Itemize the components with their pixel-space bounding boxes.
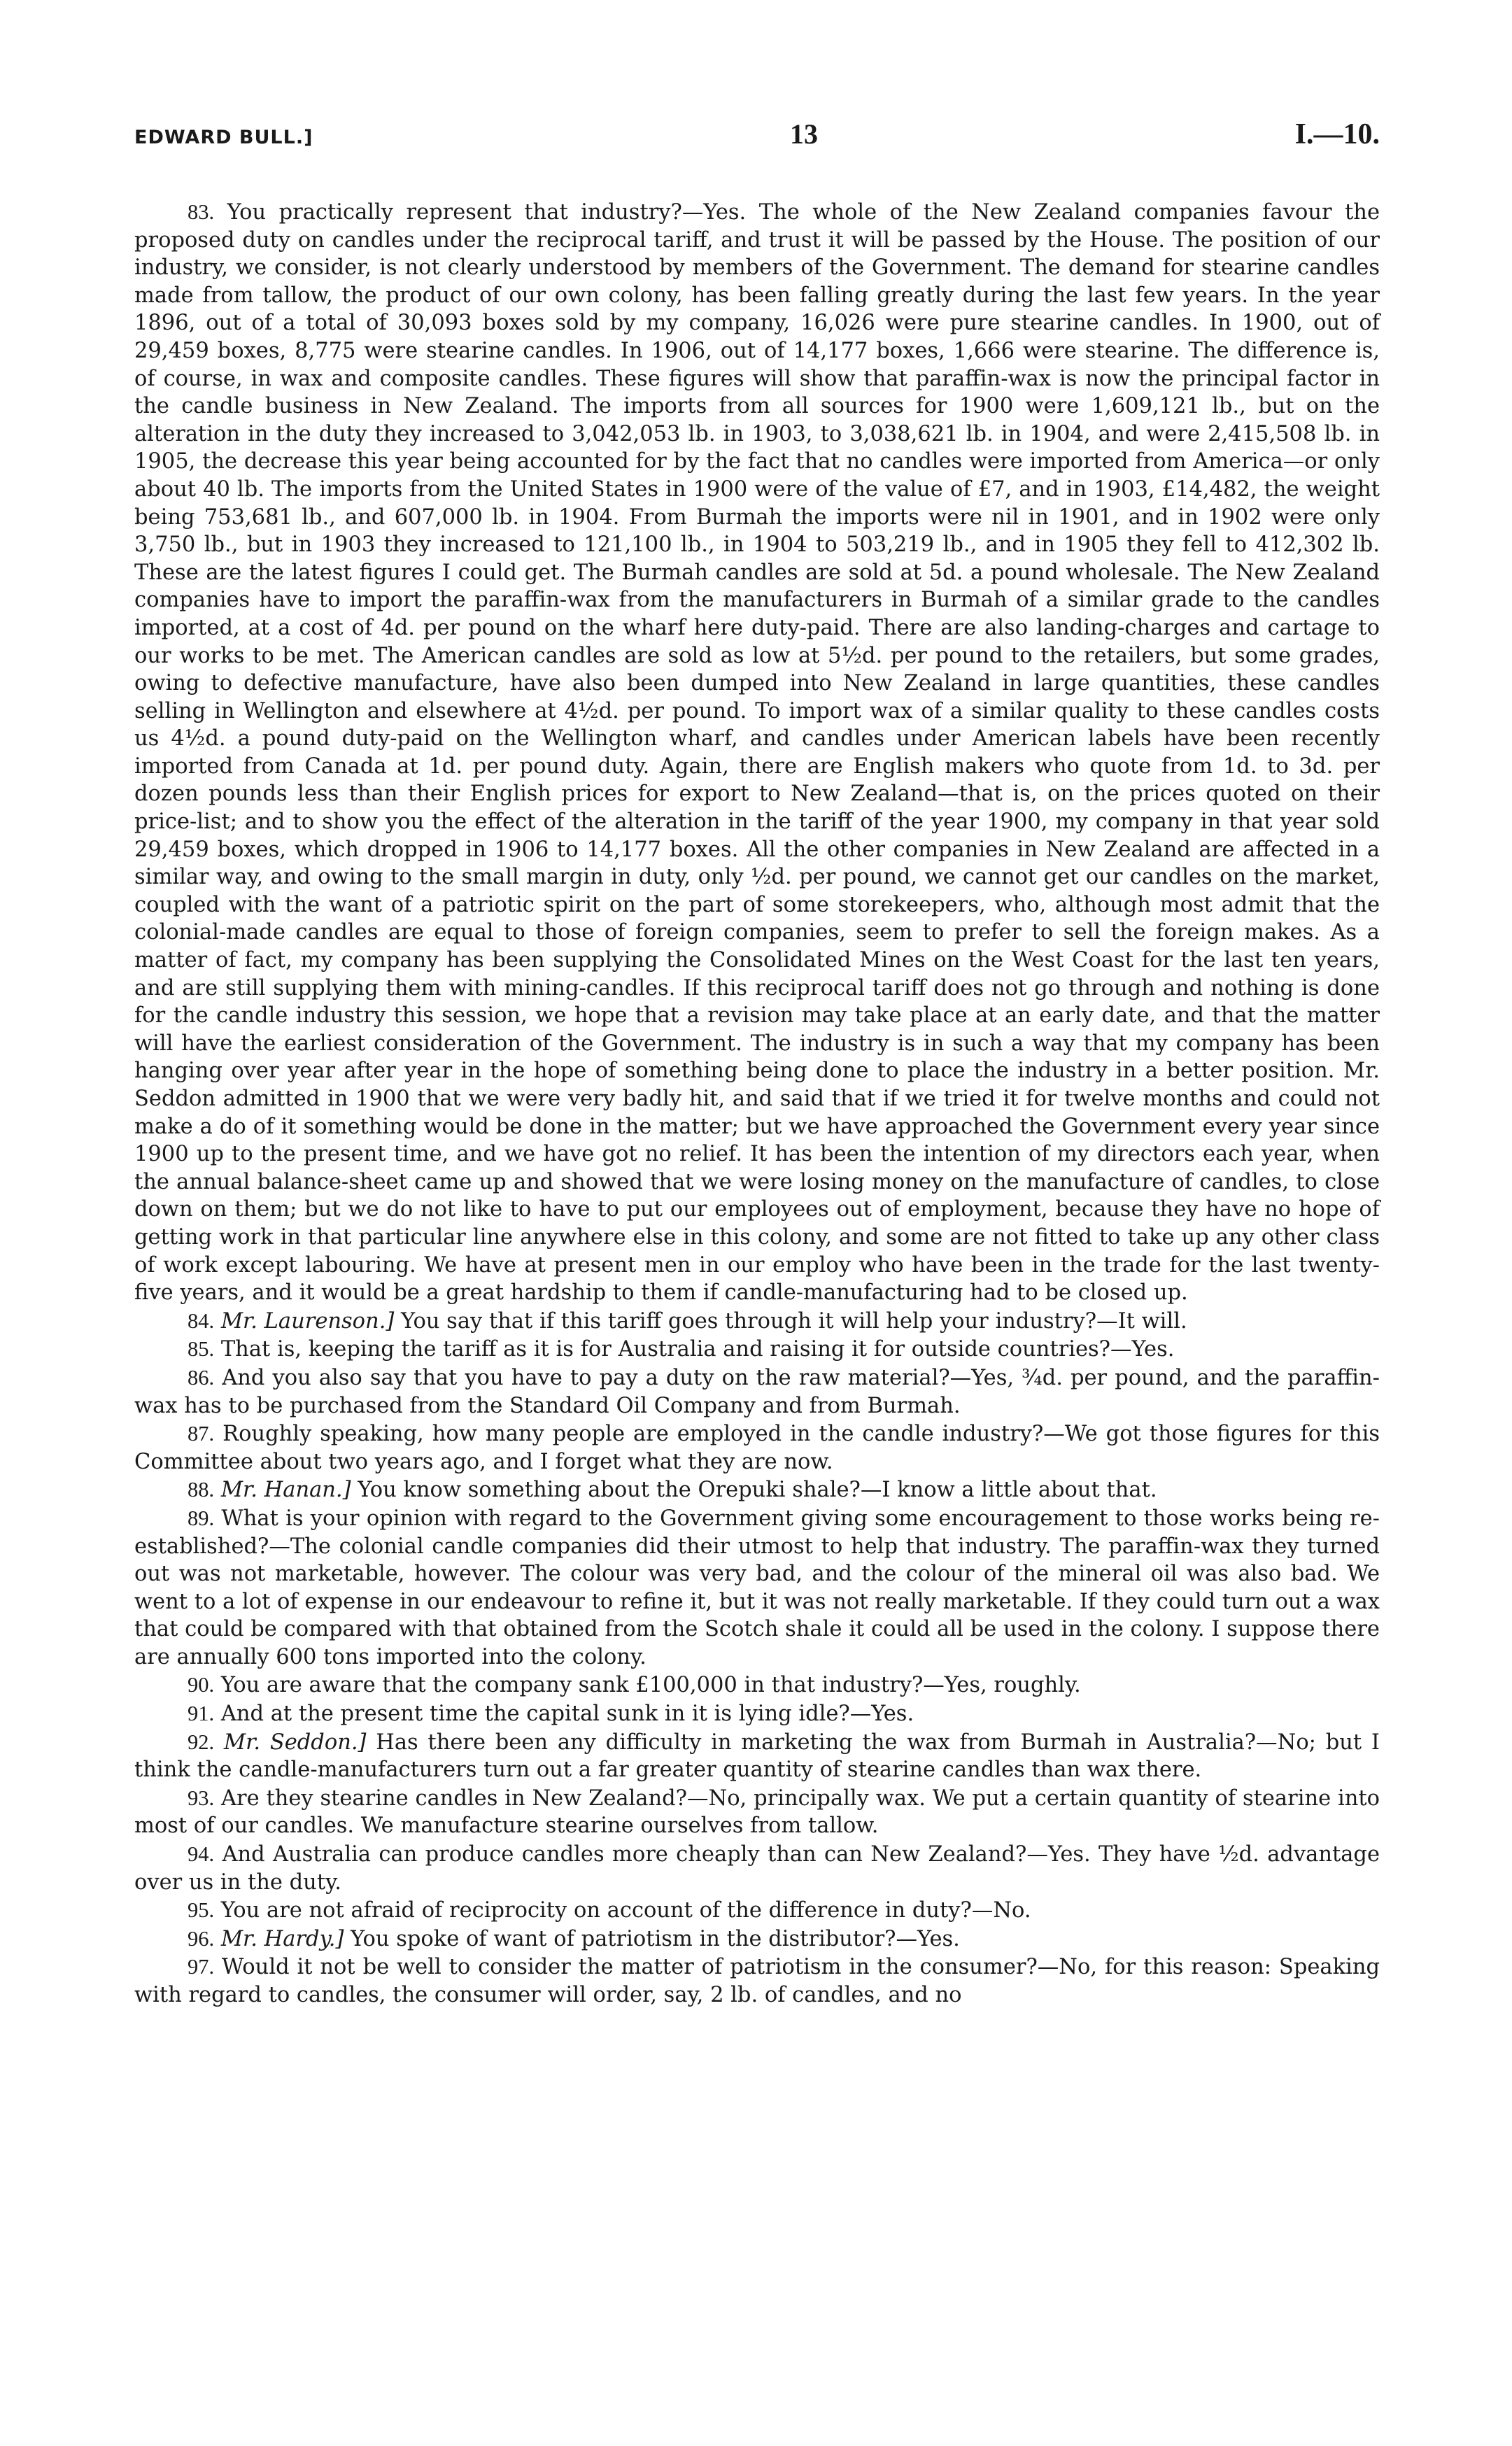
question-92: 92. Mr. Seddon.] Has there been any difficulty in marketing the wax from Burmah in Australia?—No; but I think the candle-manufacturers turn out a far greater quantity of stearine candles than wax there. — [134, 1730, 1380, 1783]
question-83: 83. You practically represent that industry?—Yes. The whole of the New Zealand companies favour the proposed duty on candles under the reciprocal tariff, and trust it will be passed by the House. The position of our industry, we consider, is not clearly understood by members of the Government. The demand for stearine candles made from tallow, the product of our own colony, has been falling greatly during the last few years. In the year 1896, out of a total of 30,093 boxes sold by my company, 16,026 were pure stearine candles. In 1900, out of 29,459 boxes, 8,775 were stearine candles. In 1906, out of 14,177 boxes, 1,666 were stearine. The difference is, of course, in wax and composite candles. These figures will show that paraffin-wax is now the principal factor in the candle business in New Zealand. The imports from all sources for 1900 were 1,609,121 lb., but on the alteration in the duty they increased to 3,042,053 lb. in 1903, to 3,038,621 lb. in 1904, and were 2,415,508 lb. in 1905, the decrease this year being accounted for by the fact that no candles were imported from America—or only about 40 lb. The imports from the United States in 1900 were of the value of £7, and in 1903, £14,482, the weight being 753,681 lb., and 607,000 lb. in 1904. From Burmah the imports were nil in 1901, and in 1902 were only 3,750 lb., but in 1903 they increased to 121,100 lb., in 1904 to 503,219 lb., and in 1905 they fell to 412,302 lb. These are the latest figures I could get. The Burmah candles are sold at 5d. a pound wholesale. The New Zealand companies have to import the paraffin-wax from the manufacturers in Burmah of a similar grade to the candles imported, at a cost of 4d. per pound on the wharf here duty-paid. There are also landing-charges and cartage to our works to be met. The American candles are sold as low at 5½d. per pound to the retailers, but some grades, owing to defective manufacture, have also been dumped into New Zealand in large quantities, these candles selling in Wellington and elsewhere at 4½d. per pound. To import wax of a similar quality to these candles costs us 4½d. a pound duty-paid on the Wellington wharf, and candles under American labels have been recently imported from Canada at 1d. per pound duty. Again, there are English makers who quote from 1d. to 3d. per dozen pounds less than their English prices for export to New Zealand—that is, on the prices quoted on their price-list; and to show you the effect of the alteration in the tariff of the year 1900, my company in that year sold 29,459 boxes, which dropped in 1906 to 14,177 boxes. All the other companies in New Zealand are affected in a similar way, and owing to the small margin in duty, only ½d. per pound, we cannot get our candles on the market, coupled with the want of a patriotic spirit on the part of some storekeepers, who, although most admit that the colonial-made candles are equal to those of foreign companies, seem to prefer to sell the foreign makes. As a matter of fact, my company has been supplying the Consolidated Mines on the West Coast for the last ten years, and are still supplying them with mining-candles. If this reciprocal tariff does not go through and nothing is done for the candle industry this session, we hope that a revision may take place at an early date, and that the matter will have the earliest consideration of the Government. The industry is in such a way that my company has been hanging over year after year in the hope of something being done to place the industry in a better position. Mr. Seddon admitted in 1900 that we were very badly hit, and said that if we tried it for twelve months and could not make a do of it something would be done in the matter; but we have approached the Government every year since 1900 up to the present time, and we have got no relief. It has been the intention of my directors each year, when the annual balance-sheet came up and showed that we were losing money on the manufacture of candles, to close down on them; but we do not like to have to put our employees out of employment, because they have no hope of getting work in that particular line anywhere else in this colony, and some are not fitted to take up any other class of work except labouring. We have at present men in our employ who have been in the trade for the last twenty-five years, and it would be a great hardship to them if candle-manufacturing had to be closed up. — [134, 200, 1380, 1306]
question-85: 85. That is, keeping the tariff as it is for Australia and raising it for outside countries?—Yes. — [188, 1337, 1175, 1362]
question-91: 91. And at the present time the capital sunk in it is lying idle?—Yes. — [188, 1702, 914, 1727]
question-93: 93. Are they stearine candles in New Zealand?—No, principally wax. We put a certain quantity of stearine into most of our candles. We manufacture stearine ourselves from tallow. — [134, 1786, 1380, 1839]
question-97: 97. Would it not be well to consider the matter of patriotism in the consumer?—No, for this reason: Speaking with regard to candles, the consumer will order, say, 2 lb. of candles, and no — [134, 1955, 1380, 2007]
question-89: 89. What is your opinion with regard to the Government giving some encouragement to those works being re-established?—The colonial candle companies did their utmost to help that industry. The paraffin-wax they turned out was not marketable, however. The colour was very bad, and the colour of the mineral oil was also bad. We went to a lot of expense in our endeavour to refine it, but it was not really marketable. If they could turn out a wax that could be compared with that obtained from the Scotch shale it could all be used in the colony. I suppose there are annually 600 tons imported into the colony. — [134, 1506, 1380, 1669]
speaker-name: Mr. Laurenson.] — [220, 1308, 395, 1334]
question-96: 96. Mr. Hardy.] You spoke of want of patriotism in the distributor?—Yes. — [188, 1926, 960, 1951]
header-witness-name: EDWARD BULL.] — [134, 127, 313, 148]
question-90: 90. You are aware that the company sank £100,000 in that industry?—Yes, roughly. — [188, 1673, 1081, 1698]
paper-reference: I.—10. — [1294, 118, 1380, 150]
speaker-name: Mr. Seddon.] — [223, 1730, 367, 1755]
question-88: 88. Mr. Hanan.] You know something about the Orepuki shale?—I know a little about that. — [188, 1478, 1157, 1503]
question-84: 84. Mr. Laurenson.] You say that if this tariff goes through it will help your industry?—It will. — [188, 1308, 1187, 1334]
speaker-name: Mr. Hanan.] — [220, 1478, 351, 1503]
question-95: 95. You are not afraid of reciprocity on account of the difference in duty?—No. — [188, 1898, 1031, 1923]
evidence-body — [134, 199, 1380, 2009]
page-number: 13 — [790, 118, 819, 150]
question-86: 86. And you also say that you have to pay a duty on the raw material?—Yes, ¾d. per pound, and the paraffin-wax has to be purchased from the Standard Oil Company and from Burmah. — [134, 1365, 1380, 1418]
page-header — [134, 118, 1380, 167]
question-87: 87. Roughly speaking, how many people are employed in the candle industry?—We got those figures for this Committee about two years ago, and I forget what they are now. — [134, 1422, 1380, 1474]
document-page — [134, 118, 1380, 2010]
speaker-name: Mr. Hardy.] — [220, 1926, 344, 1951]
question-94: 94. And Australia can produce candles more cheaply than can New Zealand?—Yes. They have ½d. advantage over us in the duty. — [134, 1842, 1380, 1895]
